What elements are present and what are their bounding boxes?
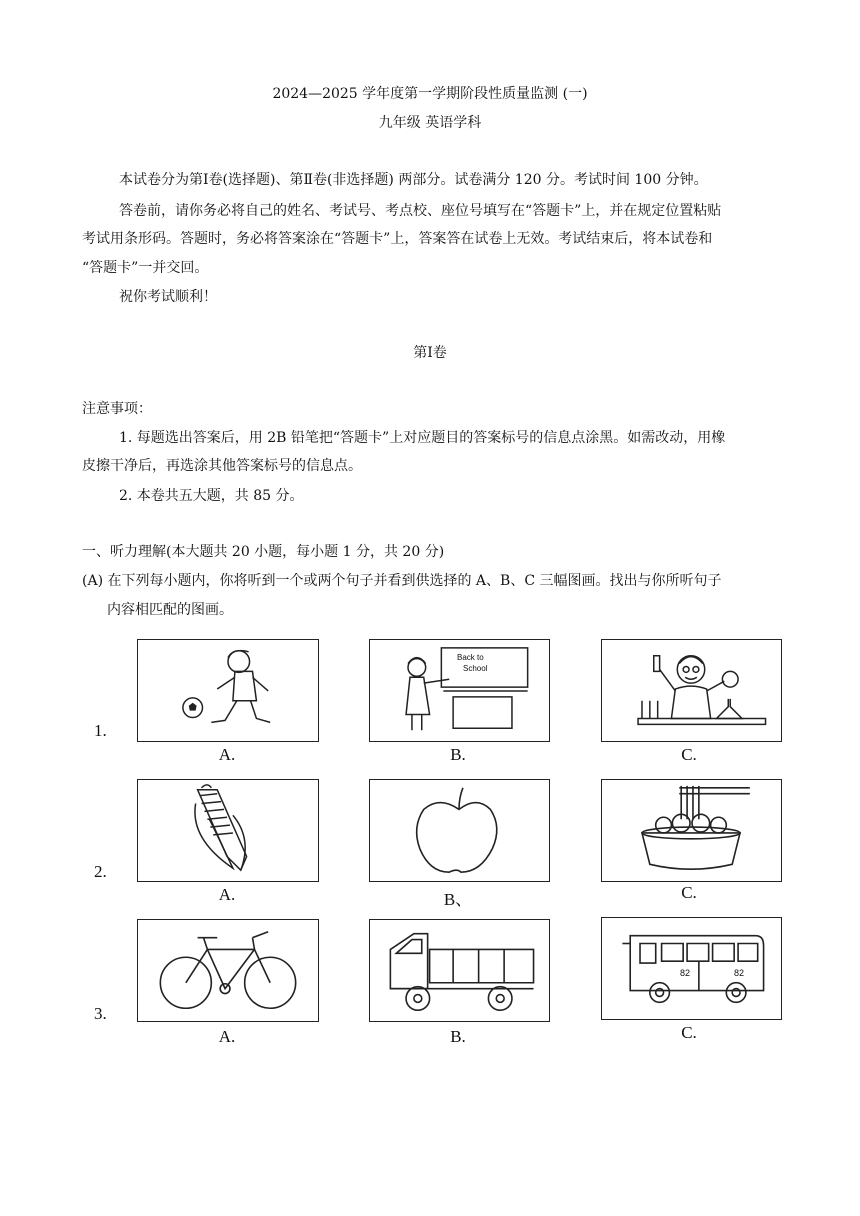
question-number: 3. [94,1004,107,1023]
scientist-icon [602,640,781,741]
blackboard-text-line-1: Back to [457,653,484,662]
q3-option-c-picture[interactable] [601,917,782,1020]
exam-title: 2024—2025 学年度第一学期阶段性质量监测 (一) [272,86,588,102]
apple-icon [370,780,549,881]
q1-option-a-picture[interactable] [137,639,319,742]
bus-number-left: 82 [680,968,691,978]
truck-icon [370,920,549,1021]
q1-option-b-picture[interactable] [369,639,550,742]
question-number: 2. [94,862,107,881]
q1-option-a-label: A. [218,745,236,764]
q3-option-a-picture[interactable] [137,919,319,1022]
section-1-instruction-line-1: (A) 在下列每小题内，你将听到一个或两个句子并看到供选择的 A、B、C 三幅图画。找出与你所听句子 [82,573,722,589]
q2-option-b-picture[interactable] [369,779,550,882]
notes-heading: 注意事项： [82,401,152,417]
q2-option-c-label: C. [681,883,697,902]
q3-option-b-picture[interactable] [369,919,550,1022]
q3-option-a-label: A. [218,1027,236,1046]
intro-paragraph-1: 本试卷分为第Ⅰ卷(选择题)、第Ⅱ卷(非选择题) 两部分。试卷满分 120 分。考试时间 100 分钟。 [119,172,708,188]
question-number: 1. [94,721,107,740]
bus-icon [602,918,781,1019]
notes-item-1-line-2: 皮擦干净后，再选涂其他答案标号的信息点。 [82,458,362,474]
noodles-icon [602,780,781,881]
q2-option-a-label: A. [218,885,236,904]
q3-option-c-label: C. [681,1023,697,1042]
intro-paragraph-2-line-2: 考试用条形码。答题时，务必将答案涂在“答题卡”上，答案答在试卷上无效。考试结束后，将本试卷和 [82,231,713,247]
section-1-instruction-line-2: 内容相匹配的图画。 [107,602,233,618]
q1-option-b-label: B. [450,745,466,764]
boy-soccer-icon [138,640,318,741]
blackboard-text-line-2: School [463,664,488,673]
q1-option-c-picture[interactable] [601,639,782,742]
exam-subtitle: 九年级 英语学科 [378,115,482,131]
intro-paragraph-2-line-3: “答题卡”一并交回。 [82,260,209,276]
volume-title: 第Ⅰ卷 [413,345,447,361]
section-1-heading: 一、听力理解(本大题共 20 小题，每小题 1 分，共 20 分) [82,544,445,560]
good-luck-text: 祝你考试顺利！ [119,289,217,305]
notes-item-1-line-1: 1. 每题选出答案后，用 2B 铅笔把“答题卡”上对应题目的答案标号的信息点涂黑。如需改动，用橡 [119,430,726,446]
q2-option-a-picture[interactable] [137,779,319,882]
q1-option-c-label: C. [681,745,697,764]
bus-number-right: 82 [734,968,745,978]
bicycle-icon [138,920,318,1021]
q3-option-b-label: B. [450,1027,466,1046]
notes-item-2: 2. 本卷共五大题，共 85 分。 [119,488,304,504]
corn-icon [138,780,318,881]
intro-paragraph-2-line-1: 答卷前，请你务必将自己的姓名、考试号、考点校、座位号填写在“答题卡”上，并在规定位置粘贴 [119,203,722,219]
q2-option-c-picture[interactable] [601,779,782,882]
q2-option-b-label: B、 [443,890,473,909]
